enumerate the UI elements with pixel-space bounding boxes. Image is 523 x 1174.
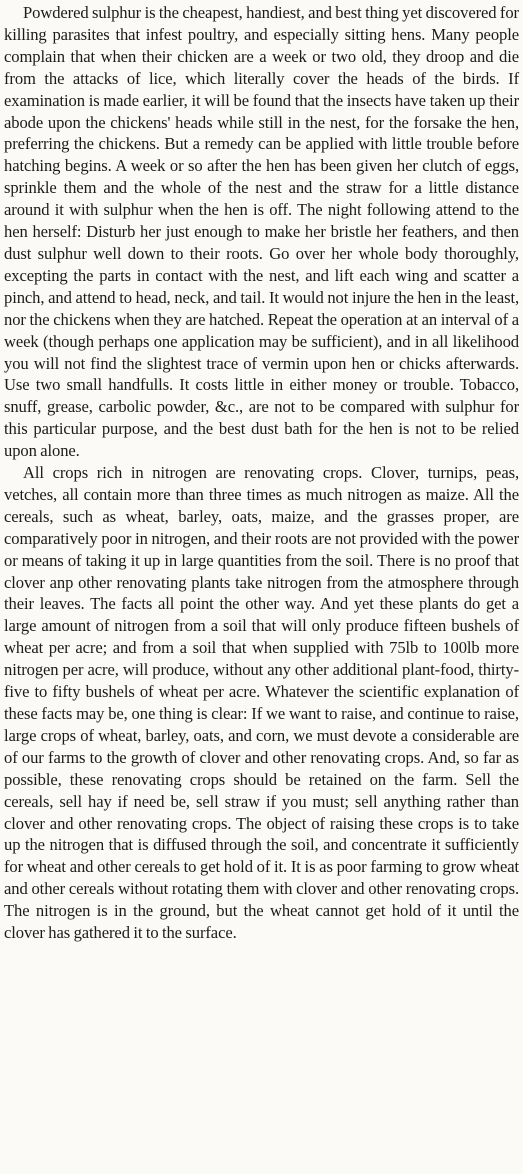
paragraph-renovating-crops: All crops rich in nitrogen are renovating crops. Clover, turnips, peas, vetches, all contain more than three times as much nitrogen as maize. All the cereals, such as wheat, barley, oats, maize, and the grasses proper, are comparatively poor in nitrogen, and their roots are not provided with the power or means of taking it up in large quantities from the soil. There is no proof that clover anp other renovating plants take nitrogen from the atmosphere through their leaves. The facts all point the other way. And yet these plants do get a large amount of nitrogen from a soil that will only produce fifteen bushels of wheat per acre; and from a soil that when supplied with 75lb to 100lb more nitrogen per acre, will produce, without any other additional plant-food, thirty-five to fifty bushels of wheat per acre. Whatever the scientific explanation of these facts may be, one thing is clear: If we want to raise, and continue to raise, large crops of wheat, barley, oats, and corn, we must devote a considerable are of our farms to the growth of clover and other renovating crops. And, so far as possible, these renovating crops should be retained on the farm. Sell the cereals, sell hay if need be, sell straw if you must; sell anything rather than clover and other renovating crops. The object of raising these crops is to take up the nitrogen that is diffused through the soil, and concentrate it sufficiently for wheat and other cereals to get hold of it. It is as poor farming to grow wheat and other cereals without rotating them with clover and other renovating crops. The nitrogen is in the ground, but the wheat cannot get hold of it until the clover has gathered it to the surface.: [4, 463, 519, 943]
paragraph-sulphur-for-poultry: Powdered sulphur is the cheapest, handiest, and best thing yet discovered for killing parasites that infest poultry, and especially sitting hens. Many people complain that when their chicken are a week or two old, they droop and die from the attacks of lice, which literally cover the heads of the birds. If examination is made earlier, it will be found that the insects have taken up their abode upon the chickens' heads while still in the nest, for the forsake the hen, preferring the chickens. But a remedy can be applied with little trouble before hatching begins. A week or so after the hen has been given her clutch of eggs, sprinkle them and the whole of the nest and the straw for a little distance around it with sulphur when the hen is off. The night following attend to the hen herself: Disturb her just enough to make her bristle her feathers, and then dust sulphur well down to their roots. Go over her whole body thoroughly, excepting the parts in contact with the nest, and lift each wing and scatter a pinch, and attend to head, neck, and tail. It would not injure the hen in the least, nor the chickens when they are hatched. Repeat the operation at an interval of a week (though perhaps one application may be sufficient), and in all likelihood you will not find the slightest trace of vermin upon hen or chicks afterwards. Use two small handfulls. It costs little in either money or trouble. Tobacco, snuff, grease, carbolic powder, &c., are not to be compared with sulphur for this particular purpose, and the best dust bath for the hen is not to be relied upon alone.: [4, 3, 519, 461]
article-column: [4, 2, 519, 944]
